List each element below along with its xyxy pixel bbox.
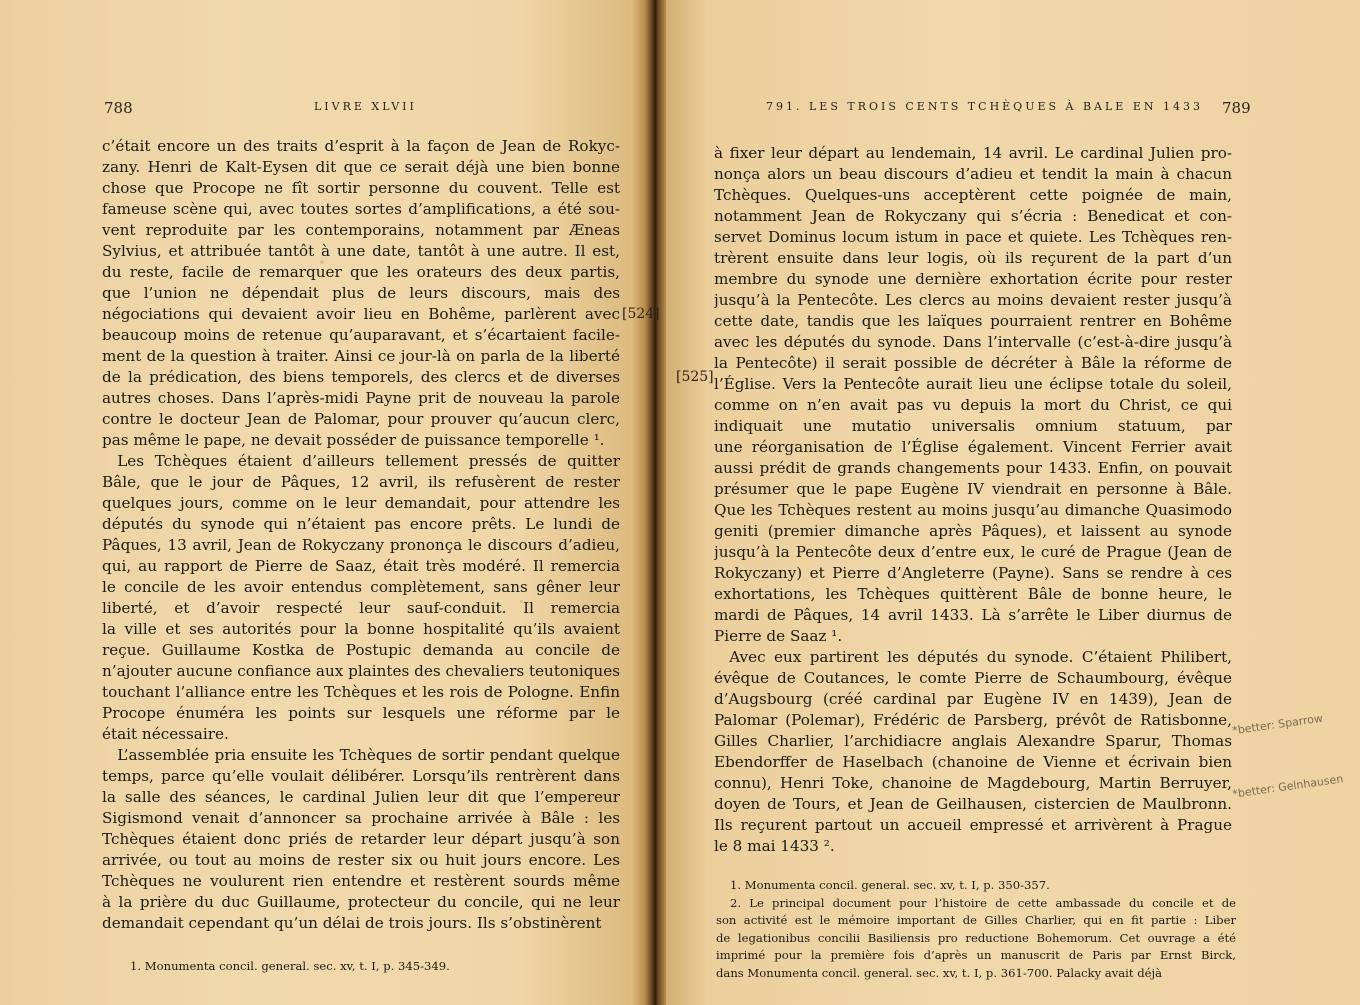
text-line: qui, au rapport de Pierre de Saaz, était très modéré. Il remercia — [102, 557, 620, 575]
right-body-text — [714, 143, 1232, 857]
text-line: Tchèques ne voulurent rien entendre et restèrent sourds même — [102, 872, 620, 890]
text-line: jusqu’à la Pentecôte. Les clercs au moins devaient rester jusqu’à — [714, 291, 1232, 309]
right-footnotes — [716, 877, 1236, 982]
text-line: présumer que le pape Eugène IV viendrait en personne à Bâle. — [714, 480, 1232, 498]
text-line: cette date, tandis que les laïques pourraient rentrer en Bohême — [714, 312, 1232, 330]
text-line: l’Église. Vers la Pentecôte aurait lieu une éclipse totale du soleil, — [714, 375, 1232, 393]
text-line: d’Augsbourg (créé cardinal par Eugène IV en 1439), Jean de — [714, 690, 1232, 708]
text-line: aussi prédit de grands changements pour 1433. Enfin, on pouvait — [714, 459, 1232, 477]
right-folio: 789 — [1222, 99, 1251, 117]
text-line: Tchèques. Quelques-uns acceptèrent cette poignée de main, — [714, 186, 1232, 204]
footnote-line: 1. Monumenta concil. general. sec. xv, t. I, p. 350-357. — [730, 878, 1050, 892]
text-line: Ebendorffer de Haselbach (chanoine de Vienne et écrivain bien — [714, 753, 1232, 771]
paper-spot — [320, 260, 324, 264]
text-line: Palomar (Polemar), Frédéric de Parsberg, prévôt de Ratisbonne, — [714, 711, 1232, 729]
text-line: Les Tchèques étaient d’ailleurs tellement pressés de quitter — [102, 452, 620, 470]
left-margin-page-mark: [524] — [622, 306, 660, 322]
text-line: beaucoup moins de retenue qu’auparavant, et s’écartaient facile- — [102, 326, 620, 344]
text-line: quelques jours, comme on le leur demandait, pour attendre les — [102, 494, 620, 512]
handwritten-annotation: *better: Sparrow — [1231, 711, 1324, 738]
text-line: le concile de les avoir entendus complètement, sans gêner leur — [102, 578, 620, 596]
text-line: contre le docteur Jean de Palomar, pour prouver qu’aucun clerc, — [102, 410, 620, 428]
text-line: Bâle, que le jour de Pâques, 12 avril, ils refusèrent de rester — [102, 473, 620, 491]
text-line: députés du synode qui n’étaient pas encore prêts. Le lundi de — [102, 515, 620, 533]
text-line: touchant l’alliance entre les Tchèques et les rois de Pologne. Enfin — [102, 683, 620, 701]
text-line: connu), Henri Toke, chanoine de Magdebourg, Martin Berruyer, — [714, 774, 1232, 792]
left-page — [0, 0, 650, 1005]
text-line: c’était encore un des traits d’esprit à la façon de Jean de Rokyc- — [102, 137, 620, 155]
text-line: était nécessaire. — [102, 725, 229, 743]
right-running-head: 791. LES TROIS CENTS TCHÈQUES À BALE EN 1433 — [766, 100, 1203, 113]
text-line: autres choses. Dans l’après-midi Payne prit de nouveau la parole — [102, 389, 620, 407]
text-line: à la prière du duc Guillaume, protecteur du concile, qui ne leur — [102, 893, 620, 911]
text-line: temps, parce qu’elle voulait délibérer. Lorsqu’ils rentrèrent dans — [102, 767, 620, 785]
text-line: trèrent ensuite dans leur logis, où ils reçurent de la part d’un — [714, 249, 1232, 267]
text-line: vent reproduite par les contemporains, notamment par Æneas — [102, 221, 620, 239]
footnote-line: imprimé pour la première fois d’après un manuscrit de Paris par Ernst Birck, — [716, 948, 1236, 962]
text-line: fameuse scène qui, avec toutes sortes d’amplifications, a été sou- — [102, 200, 620, 218]
text-line: comme on n’en avait pas vu depuis la mort du Christ, ce qui — [714, 396, 1232, 414]
text-line: Sigismond venait d’annoncer sa prochaine arrivée à Bâle : les — [102, 809, 620, 827]
text-line: la ville et ses autorités pour la bonne hospitalité qu’ils avaient — [102, 620, 620, 638]
text-line: la Pentecôte) il serait possible de décréter à Bâle la réforme de — [714, 354, 1232, 372]
text-line: le 8 mai 1433 ². — [714, 837, 835, 855]
text-line: L’assemblée pria ensuite les Tchèques de sortir pendant quelque — [102, 746, 620, 764]
text-line: ment de la question à traiter. Ainsi ce jour-là on parla de la liberté — [102, 347, 620, 365]
text-line: Sylvius, et attribuée tantôt à une date, tantôt à une autre. Il est, — [102, 242, 620, 260]
text-line: membre du synode une dernière exhortation écrite pour rester — [714, 270, 1232, 288]
text-line: la salle des séances, le cardinal Julien leur dit que l’empereur — [102, 788, 620, 806]
text-line: avec les députés du synode. Dans l’intervalle (c’est-à-dire jusqu’à — [714, 333, 1232, 351]
footnote-line: 2. Le principal document pour l’histoire de cette ambassade du concile et de — [730, 895, 1236, 910]
right-page — [666, 0, 1360, 1005]
text-line: Tchèques étaient donc priés de retarder leur départ jusqu’à son — [102, 830, 620, 848]
text-line: servet Dominus locum istum in pace et quiete. Les Tchèques ren- — [714, 228, 1232, 246]
text-line: pas même le pape, ne devait posséder de puissance temporelle ¹. — [102, 431, 605, 449]
text-line: évêque de Coutances, le comte Pierre de Schaumbourg, évêque — [714, 669, 1232, 687]
text-line: geniti (premier dimanche après Pâques), et laissent au synode — [714, 522, 1232, 540]
text-line: Rokyczany) et Pierre d’Angleterre (Payne). Sans se rendre à ces — [714, 564, 1232, 582]
text-line: une réorganisation de l’Église également. Vincent Ferrier avait — [714, 438, 1232, 456]
text-line: liberté, et d’avoir respecté leur sauf-conduit. Il remercia — [102, 599, 620, 617]
text-line: arrivée, ou tout au moins de rester six ou huit jours encore. Les — [102, 851, 620, 869]
text-line: Ils reçurent partout un accueil empressé et arrivèrent à Prague — [714, 816, 1232, 834]
text-line: indiquait une mutatio universalis omnium statuum, par — [714, 417, 1232, 435]
text-line: mardi de Pâques, 14 avril 1433. Là s’arrête le Liber diurnus de — [714, 606, 1232, 624]
footnote-line: son activité est le mémoire important de Gilles Charlier, qui en fit partie : Liber — [716, 913, 1236, 927]
text-line: doyen de Tours, et Jean de Geilhausen, cistercien de Maulbronn. — [714, 795, 1232, 813]
text-line: jusqu’à la Pentecôte deux d’entre eux, le curé de Prague (Jean de — [714, 543, 1232, 561]
text-line: Gilles Charlier, l’archidiacre anglais Alexandre Sparur, Thomas — [714, 732, 1232, 750]
left-footnotes — [116, 958, 616, 976]
footnote-line: 1. Monumenta concil. general. sec. xv, t. I, p. 345-349. — [130, 959, 450, 973]
text-line: n’ajouter aucune confiance aux plaintes des chevaliers teutoniques — [102, 662, 620, 680]
text-line: à fixer leur départ au lendemain, 14 avril. Le cardinal Julien pro- — [714, 144, 1232, 162]
text-line: exhortations, les Tchèques quittèrent Bâle de bonne heure, le — [714, 585, 1232, 603]
left-running-head: LIVRE XLVII — [314, 100, 417, 113]
text-line: de la prédication, des biens temporels, des clercs et de diverses — [102, 368, 620, 386]
text-line: notamment Jean de Rokyczany qui s’écria : Benedicat et con- — [714, 207, 1232, 225]
text-line: Pierre de Saaz ¹. — [714, 627, 843, 645]
left-folio: 788 — [104, 99, 133, 117]
text-line: Que les Tchèques restent au moins jusqu’au dimanche Quasimodo — [714, 501, 1232, 519]
paper-spot — [520, 600, 523, 603]
text-line: zany. Henri de Kalt-Eysen dit que ce serait déjà une bien bonne — [102, 158, 620, 176]
left-body-text — [102, 136, 620, 934]
text-line: Procope énuméra les points sur lesquels une réforme par le — [102, 704, 620, 722]
text-line: que l’union ne dépendait plus de leurs discours, mais des — [102, 284, 620, 302]
text-line: nonça alors un beau discours d’adieu et tendit la main à chacun — [714, 165, 1232, 183]
text-line: demandait cependant qu’un délai de trois jours. Ils s’obstinèrent — [102, 914, 602, 932]
text-line: Pâques, 13 avril, Jean de Rokyczany prononça le discours d’adieu, — [102, 536, 620, 554]
right-margin-page-mark: [525] — [676, 369, 714, 385]
text-line: Avec eux partirent les députés du synode. C’étaient Philibert, — [714, 648, 1232, 666]
footnote-line: dans Monumenta concil. general. sec. xv, t. I, p. 361-700. Palacky avait déjà — [716, 965, 1163, 980]
footnote-line: de legationibus concilii Basiliensis pro reductione Bohemorum. Cet ouvrage a été — [716, 930, 1236, 945]
text-line: reçue. Guillaume Kostka de Postupic demanda au concile de — [102, 641, 620, 659]
handwritten-annotation: *better: Gelnhausen — [1231, 772, 1345, 801]
text-line: négociations qui devaient avoir lieu en Bohême, parlèrent avec — [102, 305, 620, 323]
text-line: chose que Procope ne fît sortir personne du couvent. Telle est — [102, 179, 620, 197]
text-line: du reste, facile de remarquer que les orateurs des deux partis, — [102, 263, 620, 281]
